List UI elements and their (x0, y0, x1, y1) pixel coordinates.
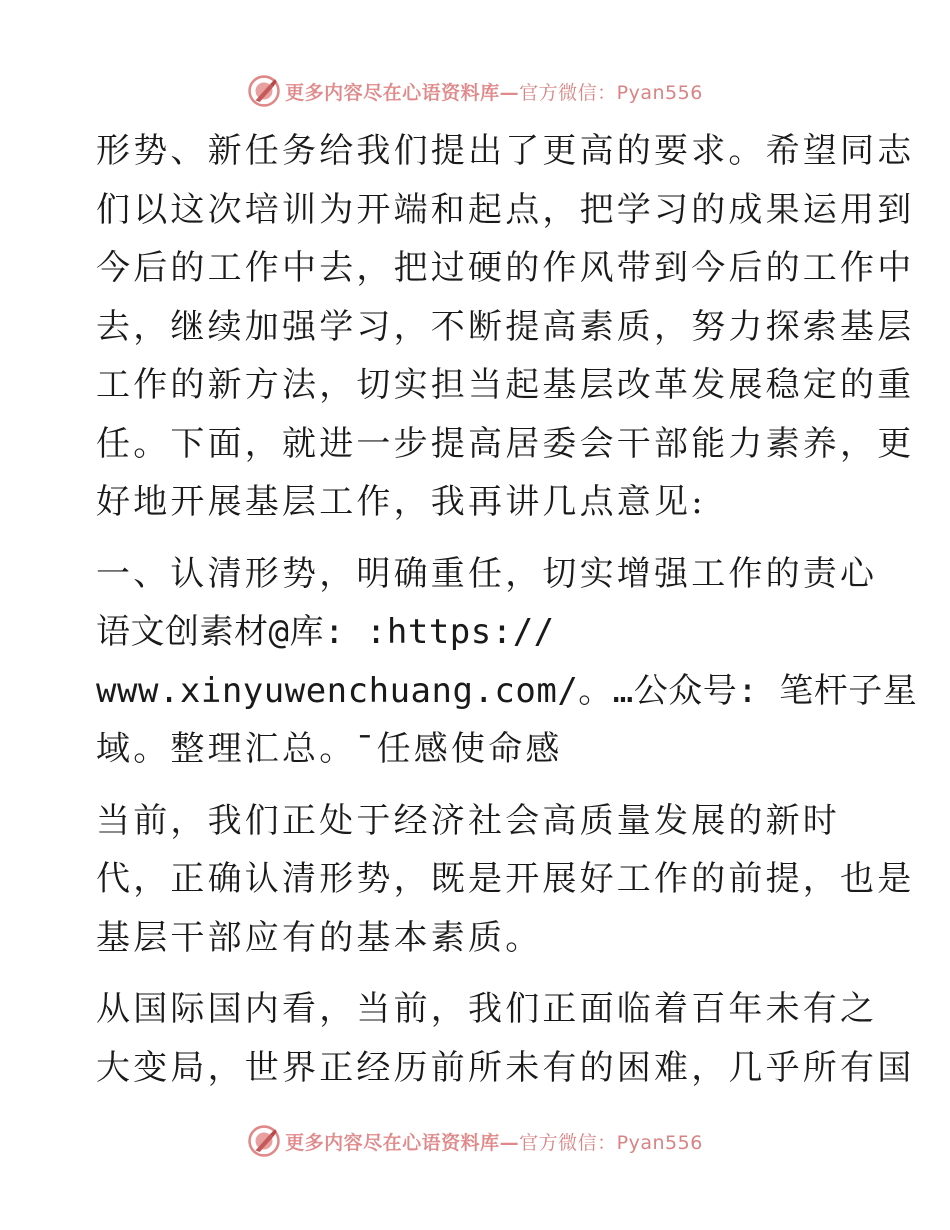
footer-watermark (0, 1121, 950, 1161)
text-line: 任。下面，就进一步提高居委会干部能力素养，更 (96, 423, 915, 464)
text-line: 语文创素材@库: :https:// (96, 612, 555, 652)
text-line: 域。整理汇总。¯任感使命感 (96, 729, 563, 769)
section-heading-line: 一、认清形势，明确重任，切实增强工作的责心 (96, 553, 878, 594)
paragraph-intro (96, 122, 915, 532)
header-watermark (0, 71, 950, 111)
text-line: 大变局，世界正经历前所未有的困难，几乎所有国 (96, 1047, 915, 1088)
text-line: 当前，我们正处于经济社会高质量发展的新时 (96, 800, 840, 841)
text-line: 从国际国内看，当前，我们正面临着百年未有之 (96, 989, 878, 1029)
brand-logo-icon (247, 74, 281, 108)
text-line: 基层干部应有的基本素质。 (96, 917, 543, 958)
text-line: 今后的工作中去，把过硬的作风带到今后的工作中 (96, 248, 915, 288)
paragraph-situation (96, 792, 915, 968)
text-line: www.xinyuwenchuang.com/。…公众号: 笔杆子星 (96, 670, 918, 711)
brand-logo-icon (247, 1124, 281, 1158)
watermark-text: 更多内容尽在心语资料库—官方微信：Pyan556 (285, 1131, 703, 1154)
text-line: 代，正确认清形势，既是开展好工作的前提，也是 (96, 859, 915, 899)
text-line: 去，继续加强学习，不断提高素质，努力探索基层 (96, 306, 915, 347)
text-line: 们以这次培训为开端和起点，把学习的成果运用到 (96, 189, 915, 230)
text-line: 形势、新任务给我们提出了更高的要求。希望同志 (96, 131, 915, 171)
paragraph-section-heading (96, 545, 918, 779)
text-line: 工作的新方法，切实担当起基层改革发展稳定的重 (96, 365, 915, 405)
paragraph-international (96, 980, 915, 1097)
text-line: 好地开展基层工作，我再讲几点意见: (96, 482, 706, 522)
document-body (96, 122, 918, 1097)
watermark-text: 更多内容尽在心语资料库—官方微信：Pyan556 (285, 81, 703, 104)
